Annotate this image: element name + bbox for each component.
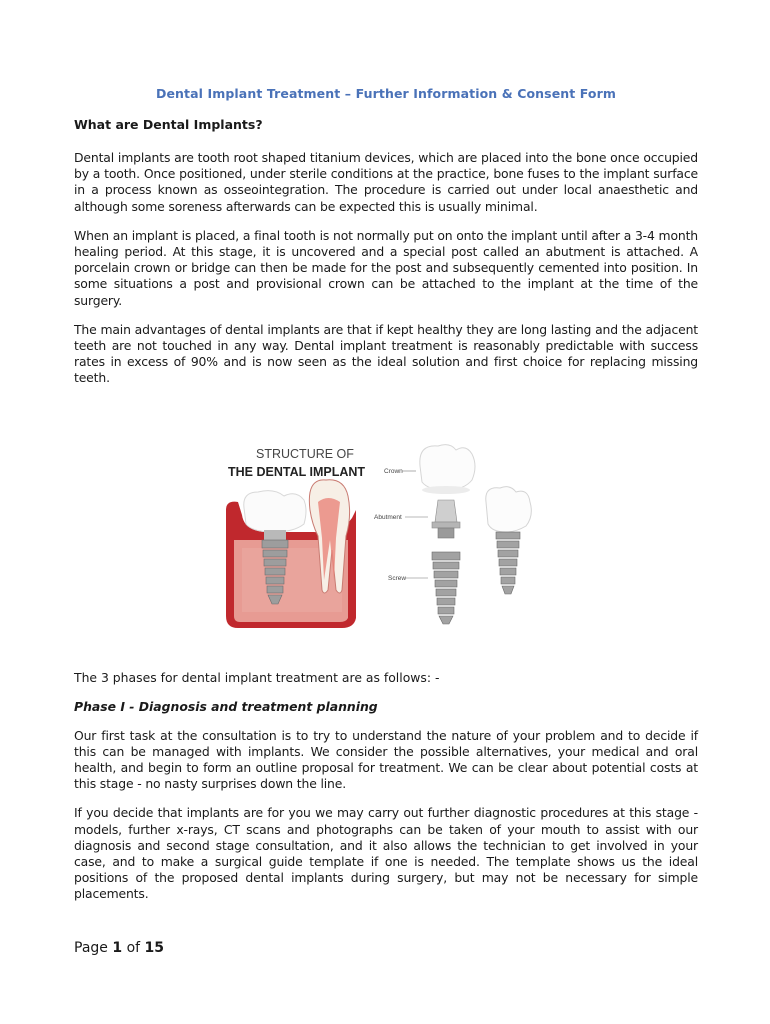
abutment-icon — [432, 500, 460, 538]
phase1-paragraph-diagnostics: If you decide that implants are for you we may carry out further diagnostic procedures at this stage - models, further x-rays, CT scans and photographs can be taken of your mouth to assist with our diagnosis and second stage consultation, and it also allows the technician to get involved in your case, and to make a surgical guide template if one is needed. The template shows us the ideal positions of the proposed dental implants during surgery, but may not be necessary for simple placements. — [74, 805, 698, 902]
paragraph-healing: When an implant is placed, a final tooth is not normally put on onto the implant until after a 3-4 month healing period. At this stage, it is uncovered and a special post called an abutment is attached. A porcelain crown or bridge can then be made for the post and subsequently cemented into position. In some situations a post and provisional crown can be attached to the implant at the time of the surgery. — [74, 227, 698, 308]
abutment-label: Abutment — [374, 513, 402, 521]
dental-implant-diagram — [224, 440, 539, 645]
jaw-cross-section-icon — [226, 479, 356, 627]
phases-intro: The 3 phases for dental implant treatment are as follows: - — [74, 669, 440, 685]
figure-title-line2: THE DENTAL IMPLANT — [228, 464, 366, 479]
page-word: Page — [74, 940, 108, 956]
crown-label: Crown — [384, 467, 403, 475]
page-content — [74, 86, 698, 916]
paragraph-advantages: The main advantages of dental implants are that if kept healthy they are long lasting and the adjacent teeth are not touched in any way. Dental implant treatment is reasonably predictable with success rates in excess of 90% and is now seen as the ideal solution and first choice for replacing missing teeth. — [74, 321, 698, 386]
page-number: 1 — [112, 940, 123, 956]
figure-title-line1: STRUCTURE OF — [256, 446, 354, 461]
page-footer — [74, 940, 164, 956]
phase1-paragraph-consultation: Our first task at the consultation is to try to understand the nature of your problem and to decide if this can be managed with implants. We consider the possible alternatives, your medical and oral health, and begin to form an outline proposal for treatment. We can be clear about potential costs at this stage - no nasty surprises down the line. — [74, 727, 698, 792]
screw-icon — [432, 552, 460, 624]
assembled-implant-icon — [486, 486, 532, 593]
crown-icon — [420, 444, 475, 493]
phase1-heading: Phase I - Diagnosis and treatment planning — [74, 698, 378, 714]
paragraph-intro: Dental implants are tooth root shaped titanium devices, which are placed into the bone once occupied by a tooth. Once positioned, under sterile conditions at the practice, bone fuses to the implant surface in a process known as osseointegration. The procedure is carried out under local anaesthetic and although some soreness afterwards can be expected this is usually minimal. — [74, 150, 698, 214]
of-word: of — [126, 940, 141, 956]
section-heading: What are Dental Implants? — [74, 117, 263, 132]
document-title: Dental Implant Treatment – Further Information & Consent Form — [155, 86, 617, 101]
figure-container — [74, 400, 698, 670]
screw-label: Screw — [388, 574, 407, 582]
page-total: 15 — [144, 940, 164, 956]
